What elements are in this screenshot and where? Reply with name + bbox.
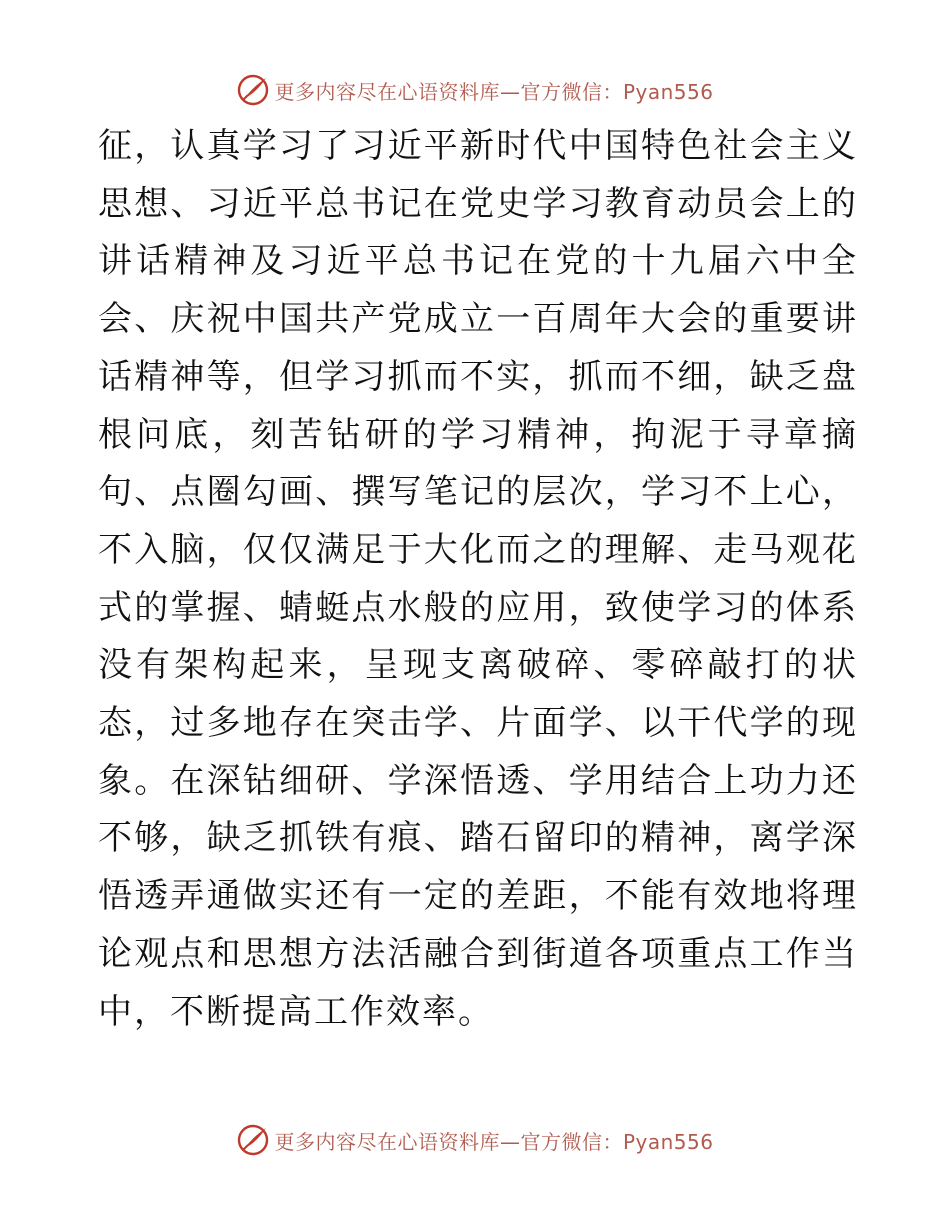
header-banner-text: 更多内容尽在心语资料库—官方微信：Pyan556 [274,79,714,104]
body-paragraph: 征，认真学习了习近平新时代中国特色社会主义思想、习近平总书记在党史学习教育动员会上的讲话精神及习近平总书记在党的十九届六中全会、庆祝中国共产党成立一百周年大会的重要讲话精神等，但学习抓而不实，抓而不细，缺乏盘根问底，刻苦钻研的学习精神，拘泥于寻章摘句、点圈勾画、撰写笔记的层次，学习不上心，不入脑，仅仅满足于大化而之的理解、走马观花式的掌握、蜻蜓点水般的应用，致使学习的体系没有架构起来，呈现支离破碎、零碎敲打的状态，过多地存在突击学、片面学、以干代学的现象。在深钻细研、学深悟透、学用结合上功力还不够，缺乏抓铁有痕、踏石留印的精神，离学深悟透弄通做实还有一定的差距，不能有效地将理论观点和思想方法活融合到街道各项重点工作当中，不断提高工作效率。 [98,126,858,1032]
footer-watermark [0,1120,950,1160]
quill-pen-logo [236,73,270,107]
header-watermark [0,70,950,110]
quill-pen-logo [236,1123,270,1157]
footer-banner-text: 更多内容尽在心语资料库—官方微信：Pyan556 [274,1129,714,1154]
